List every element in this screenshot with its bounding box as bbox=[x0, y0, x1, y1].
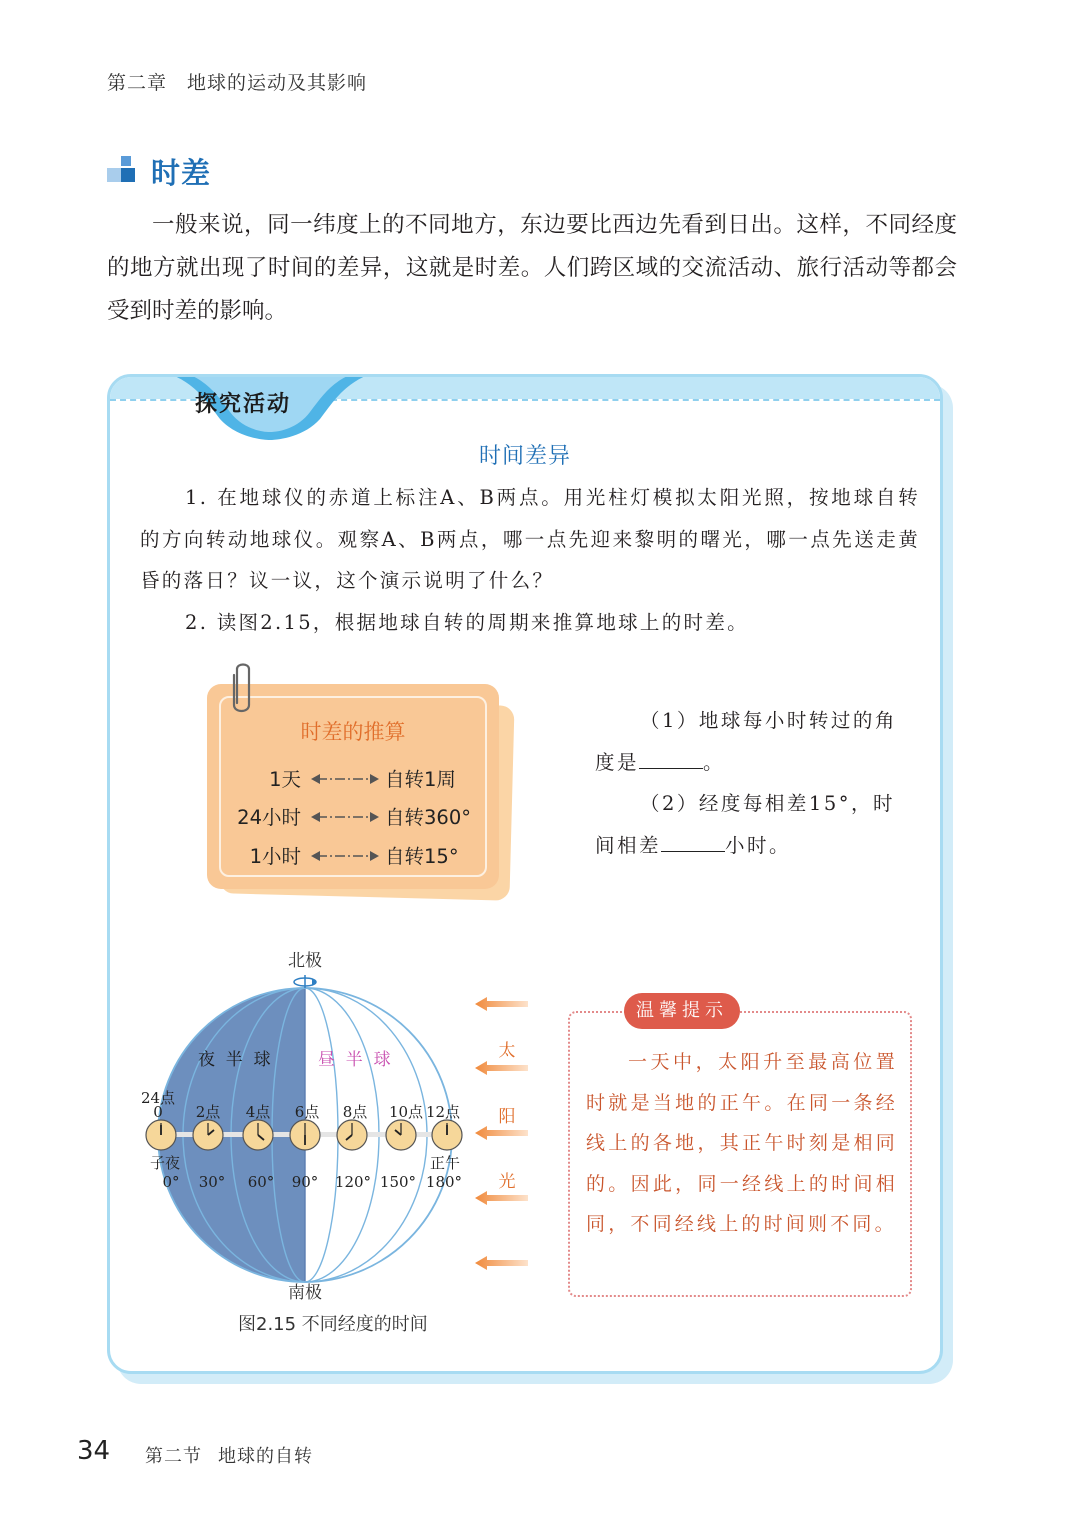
page-number: 34 bbox=[77, 1436, 111, 1466]
globe-figure bbox=[140, 945, 470, 1307]
midnight-label: 子夜 bbox=[149, 1154, 181, 1172]
longitude-label: 150° bbox=[379, 1173, 417, 1191]
card-title: 时差的推算 bbox=[300, 720, 406, 744]
sun-arrow-icon bbox=[475, 1191, 528, 1205]
hour-label: 12点 bbox=[425, 1103, 461, 1121]
intro-paragraph: 一般来说，同一纬度上的不同地方，东边要比西边先看到日出。这样，不同经度的地方就出现了时间的差异，这就是时差。人们跨区域的交流活动、旅行活动等都会受到时差的影响。 bbox=[107, 212, 957, 324]
clock-icon bbox=[243, 1120, 273, 1150]
longitude-label: 60° bbox=[247, 1173, 275, 1191]
sunlight-label: 阳 bbox=[498, 1107, 516, 1127]
footer-section: 第二节 地球的自转 bbox=[145, 1446, 313, 1467]
chapter-title: 地球的运动及其影响 bbox=[187, 72, 368, 94]
sun-arrow-icon bbox=[475, 1256, 528, 1270]
running-head bbox=[107, 68, 367, 95]
paperclip-icon bbox=[228, 659, 258, 715]
tip-text: 一天中，太阳升至最高位置时就是当地的正午。在同一条经线上的各地，其正午时刻是相同的。因此，同一经线上的时间相同，不同经线上的时间则不同。 bbox=[586, 1051, 898, 1235]
clock-icon bbox=[386, 1120, 416, 1150]
hour-label: 0 bbox=[153, 1103, 163, 1121]
hour-label: 10点 bbox=[388, 1103, 424, 1121]
longitude-label: 0° bbox=[162, 1173, 180, 1191]
longitude-label: 90° bbox=[291, 1173, 319, 1191]
hour-label: 6点 bbox=[294, 1103, 320, 1121]
sunlight-label: 太 bbox=[498, 1041, 516, 1061]
hour-label: 8点 bbox=[342, 1103, 368, 1121]
sun-arrow-icon bbox=[475, 1061, 528, 1075]
double-arrow-icon bbox=[311, 850, 379, 862]
longitude-label: 180° bbox=[425, 1173, 463, 1191]
clock-icon bbox=[432, 1120, 462, 1150]
question-2: （2）经度每相差15°，时间相差 小时。 bbox=[595, 792, 895, 857]
longitude-label: 30° bbox=[198, 1173, 226, 1191]
south-pole-label: 南极 bbox=[288, 1283, 322, 1303]
longitude-label: 120° bbox=[334, 1173, 372, 1191]
noon-label: 正午 bbox=[429, 1154, 461, 1172]
section-title: 时差 bbox=[151, 156, 212, 190]
question-1: （1）地球每小时转过的角度是 。 bbox=[595, 709, 897, 774]
double-arrow-icon bbox=[311, 811, 379, 823]
activity-body bbox=[140, 477, 920, 643]
section-square-icon bbox=[107, 156, 137, 184]
sunlight-arrows bbox=[470, 990, 540, 1270]
night-hemisphere-label: 夜 半 球 bbox=[198, 1050, 271, 1070]
activity-title: 时间差异 bbox=[478, 444, 571, 469]
answer-blank[interactable] bbox=[661, 835, 725, 852]
clock-icon bbox=[193, 1120, 223, 1150]
hour-label: 4点 bbox=[245, 1103, 271, 1121]
answer-blank[interactable] bbox=[639, 752, 703, 769]
chapter-number: 第二章 bbox=[107, 72, 168, 94]
figure-caption: 图2.15 不同经度的时间 bbox=[238, 1314, 428, 1335]
clock-icon bbox=[337, 1120, 367, 1150]
north-pole-label: 北极 bbox=[288, 951, 322, 971]
sun-arrow-icon bbox=[475, 997, 528, 1011]
activity-paragraph: 1. 在地球仪的赤道上标注A、B两点。用光柱灯模拟太阳光照，按地球自转的方向转动地球仪。观察A、B两点，哪一点先迎来黎明的曙光，哪一点先送走黄昏的落日？议一议，这个演示说明了什么？ bbox=[140, 486, 920, 592]
hour-24-label: 24点 bbox=[140, 1089, 176, 1107]
activity-paragraph: 2. 读图2.15，根据地球自转的周期来推算地球上的时差。 bbox=[185, 610, 749, 634]
hour-label: 2点 bbox=[195, 1103, 221, 1121]
card-row: 1天 自转1周 bbox=[269, 768, 456, 791]
tip-badge: 温馨提示 bbox=[624, 993, 740, 1029]
day-hemisphere-label: 昼 半 球 bbox=[318, 1050, 391, 1070]
sun-arrow-icon bbox=[475, 1126, 528, 1140]
clock-icon bbox=[146, 1120, 176, 1150]
double-arrow-icon bbox=[311, 773, 379, 785]
card-row: 1小时 自转15° bbox=[249, 845, 459, 868]
card-row: 24小时 自转360° bbox=[237, 806, 471, 829]
clock-icon bbox=[290, 1120, 320, 1150]
activity-tab-label: 探究活动 bbox=[195, 392, 292, 417]
sunlight-label: 光 bbox=[498, 1172, 516, 1192]
